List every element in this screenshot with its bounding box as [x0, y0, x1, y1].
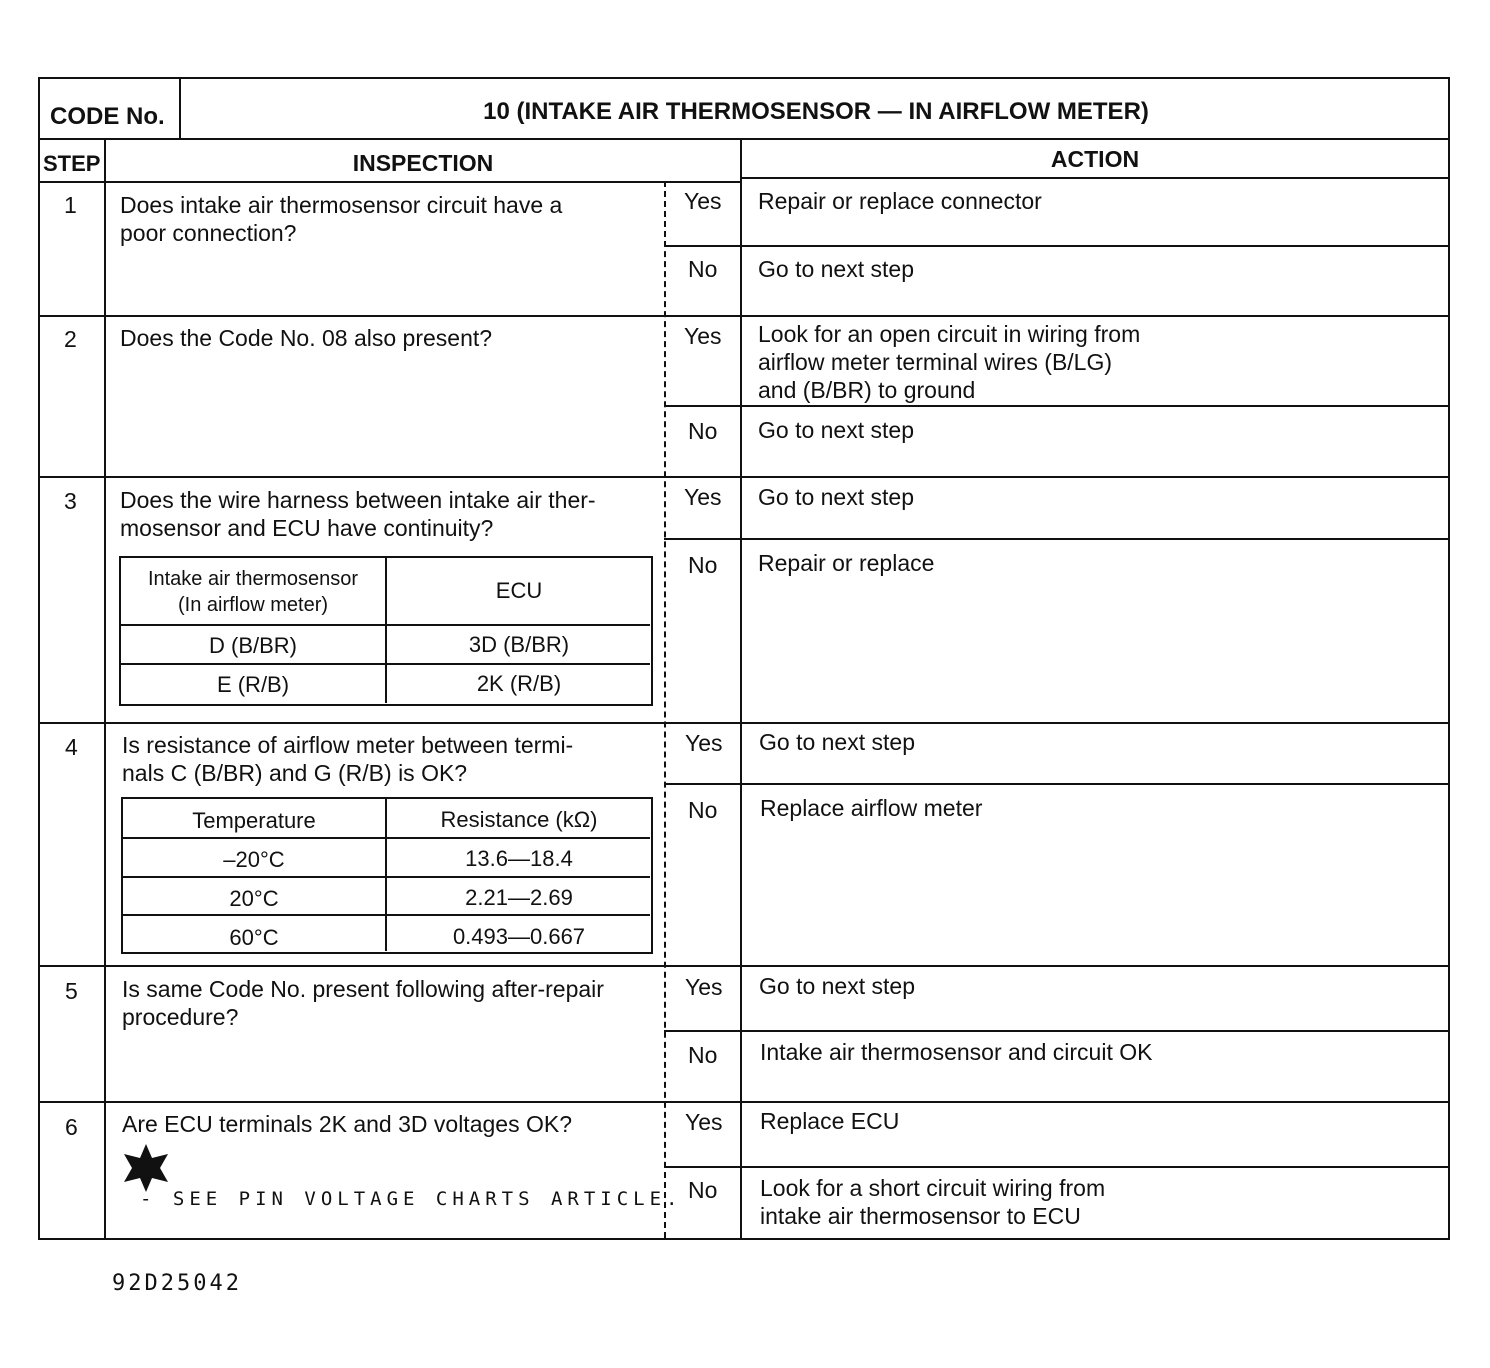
continuity-table — [119, 556, 653, 706]
action-column-divider — [740, 138, 742, 1238]
action-text: Repair or replace connector — [758, 188, 1042, 214]
action-text: Go to next step — [758, 484, 914, 510]
step-separator-3 — [40, 722, 1448, 724]
action-text: Go to next step — [759, 729, 915, 755]
step-number: 1 — [64, 192, 77, 218]
yes-label: Yes — [685, 730, 723, 756]
step-label: STEP — [43, 151, 101, 176]
inspection-text: Does intake air thermosensor circuit have a — [120, 192, 563, 218]
action-text: airflow meter terminal wires (B/LG) — [758, 349, 1113, 375]
step-separator-2 — [40, 476, 1448, 478]
resistance-cell: 0.493—0.667 — [452, 924, 586, 949]
yes-no-separator-5 — [664, 1030, 1448, 1032]
figure-id: 92D25042 — [112, 1271, 242, 1296]
no-label: No — [688, 418, 718, 444]
resistance-cell: 60°C — [229, 925, 279, 950]
resistance-table — [121, 797, 653, 954]
inspection-text: poor connection? — [120, 220, 297, 246]
continuity-cell: 2K (R/B) — [476, 671, 562, 696]
yes-no-separator-3 — [664, 538, 1448, 540]
continuity-cell: D (B/BR) — [209, 633, 297, 658]
action-text: Go to next step — [758, 256, 914, 282]
inspection-text: Does the Code No. 08 also present? — [120, 325, 493, 351]
resistance-cell: 13.6—18.4 — [465, 846, 573, 871]
resistance-cell: 20°C — [229, 886, 279, 911]
resistance-row-rule — [123, 837, 650, 839]
code-label: CODE No. — [50, 103, 165, 130]
inspection-text: mosensor and ECU have continuity? — [120, 515, 494, 541]
yes-label: Yes — [684, 484, 722, 510]
action-text: Replace ECU — [760, 1108, 900, 1134]
step-number: 6 — [65, 1114, 78, 1140]
resistance-header-resistance: Resistance (kΩ) — [440, 807, 598, 832]
step-number: 4 — [65, 734, 78, 760]
continuity-header-sensor: Intake air thermosensor (In airflow meter) — [147, 568, 359, 616]
resistance-cell: –20°C — [223, 847, 285, 872]
header-rule-right — [742, 177, 1448, 179]
step-column-divider — [104, 140, 106, 1240]
no-label: No — [688, 552, 718, 578]
resistance-header-temperature: Temperature — [192, 808, 316, 833]
inspection-text: Is resistance of airflow meter between termi- — [122, 732, 574, 758]
continuity-cell: E (R/B) — [216, 672, 290, 697]
yes-label: Yes — [685, 1109, 723, 1135]
inspection-text: Are ECU terminals 2K and 3D voltages OK? — [122, 1111, 572, 1137]
yes-no-separator-1 — [664, 245, 1448, 247]
action-text: Look for a short circuit wiring from — [760, 1175, 1106, 1201]
step-separator-1 — [40, 315, 1448, 317]
yes-no-separator-4 — [664, 783, 1448, 785]
action-text: Go to next step — [759, 973, 915, 999]
resistance-cell: 2.21—2.69 — [465, 885, 573, 910]
inspection-text: nals C (B/BR) and G (R/B) is OK? — [122, 760, 468, 786]
step-separator-4 — [40, 965, 1448, 967]
diagnostic-table — [38, 77, 1450, 1240]
action-text: Go to next step — [758, 417, 914, 443]
step-number: 5 — [65, 978, 78, 1004]
inspection-label: INSPECTION — [352, 150, 494, 176]
continuity-row-rule — [121, 663, 650, 665]
no-label: No — [688, 1042, 718, 1068]
no-label: No — [688, 256, 718, 282]
resistance-row-rule — [123, 914, 650, 916]
resistance-row-rule — [123, 876, 650, 878]
header-rule — [40, 138, 1448, 140]
yes-label: Yes — [684, 323, 722, 349]
no-label: No — [688, 797, 718, 823]
header-rule-left — [40, 181, 742, 183]
action-text: Replace airflow meter — [760, 795, 983, 821]
yes-no-separator-6 — [664, 1166, 1448, 1168]
continuity-row-rule — [121, 624, 650, 626]
inspection-text: Is same Code No. present following after-repair — [122, 976, 604, 1002]
action-label: ACTION — [1050, 146, 1140, 172]
action-text: Look for an open circuit in wiring from — [758, 321, 1141, 347]
step-number: 3 — [64, 488, 77, 514]
yes-label: Yes — [685, 974, 723, 1000]
inspection-text: procedure? — [122, 1004, 239, 1030]
step-number: 2 — [64, 326, 77, 352]
yes-no-separator-2 — [664, 405, 1448, 407]
action-text: and (B/BR) to ground — [758, 377, 976, 403]
code-title: 10 (INTAKE AIR THERMOSENSOR — IN AIRFLOW METER) — [483, 98, 1149, 125]
yes-label: Yes — [684, 188, 722, 214]
action-text: Repair or replace — [758, 550, 935, 576]
continuity-cell: 3D (B/BR) — [468, 632, 570, 657]
answer-column-divider — [664, 181, 666, 1238]
action-text: intake air thermosensor to ECU — [760, 1203, 1081, 1229]
inspection-text: Does the wire harness between intake air ther- — [120, 487, 596, 513]
no-label: No — [688, 1177, 718, 1203]
step-separator-5 — [40, 1101, 1448, 1103]
continuity-header-ecu: ECU — [495, 578, 543, 603]
action-text: Intake air thermosensor and circuit OK — [760, 1039, 1153, 1065]
pin-voltage-note: - SEE PIN VOLTAGE CHARTS ARTICLE. — [140, 1188, 683, 1210]
